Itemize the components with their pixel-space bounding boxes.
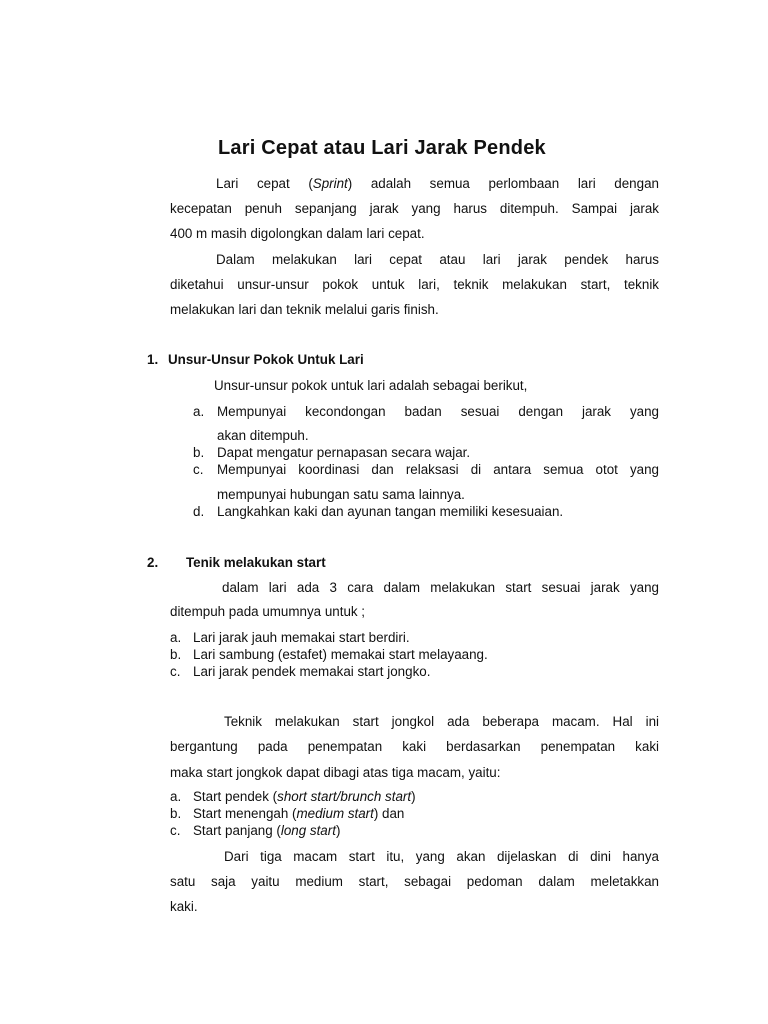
section2-p3-line1: Dari tiga macam start itu, yang akan dijelaskan di dini hanya — [224, 849, 659, 864]
section1-item-a-line2: akan ditempuh. — [217, 428, 309, 443]
section2-number: 2. — [147, 555, 159, 570]
section2-p2-line2: bergantung pada penempatan kaki berdasarkan penempatan kaki — [170, 739, 659, 754]
intro-p2-line1: Dalam melakukan lari cepat atau lari jarak pendek harus — [216, 252, 659, 267]
section1-heading: Unsur-Unsur Pokok Untuk Lari — [168, 352, 364, 367]
intro-p2-line3: melakukan lari dan teknik melalui garis finish. — [170, 302, 439, 317]
section2-list2-b-text: Start menengah (medium start) dan — [193, 806, 405, 821]
section1-number: 1. — [147, 352, 159, 367]
section2-p3-line3: kaki. — [170, 899, 198, 914]
sprint-term: Sprint — [312, 176, 348, 191]
page-title: Lari Cepat atau Lari Jarak Pendek — [218, 137, 546, 159]
section1-item-b-line1: Dapat mengatur pernapasan secara wajar. — [217, 445, 471, 460]
section2-list1-a-marker: a. — [170, 630, 182, 645]
section2-p1-line1: dalam lari ada 3 cara dalam melakukan start sesuai jarak yang — [222, 580, 659, 595]
section2-heading: Tenik melakukan start — [186, 555, 326, 570]
section2-p1-line2: ditempuh pada umumnya untuk ; — [170, 604, 366, 619]
section2-list1-b-marker: b. — [170, 647, 182, 662]
section2-list2-a-text: Start pendek (short start/brunch start) — [193, 789, 416, 804]
section1-item-c-line1: Mempunyai koordinasi dan relaksasi di antara semua otot yang — [217, 462, 659, 477]
intro-p1-line3: 400 m masih digolongkan dalam lari cepat. — [170, 226, 425, 241]
intro-p1-line2: kecepatan penuh sepanjang jarak yang harus ditempuh. Sampai jarak — [170, 201, 659, 216]
intro-p1-line1: Lari cepat (Sprint) adalah semua perlombaan lari dengan — [216, 176, 659, 191]
section2-p2-line1: Teknik melakukan start jongkol ada beberapa macam. Hal ini — [224, 714, 659, 729]
section1-item-a-marker: a. — [193, 404, 205, 419]
intro-p2-line2: diketahui unsur-unsur pokok untuk lari, teknik melakukan start, teknik — [170, 277, 659, 292]
section2-p3-line2: satu saja yaitu medium start, sebagai pedoman dalam meletakkan — [170, 874, 659, 889]
section2-list1-c-marker: c. — [170, 664, 181, 679]
section2-list2-c-marker: c. — [170, 823, 181, 838]
section2-p2-line3: maka start jongkok dapat dibagi atas tiga macam, yaitu: — [170, 765, 501, 780]
section1-item-c-line2: mempunyai hubungan satu sama lainnya. — [217, 487, 465, 502]
section2-list1-b-text: Lari sambung (estafet) memakai start melayaang. — [193, 647, 488, 662]
section1-item-b-marker: b. — [193, 445, 205, 460]
section1-item-a-line1: Mempunyai kecondongan badan sesuai dengan jarak yang — [217, 404, 659, 419]
section2-list2-a-marker: a. — [170, 789, 182, 804]
section1-item-c-marker: c. — [193, 462, 204, 477]
section2-list2-b-marker: b. — [170, 806, 182, 821]
section2-list2-c-text: Start panjang (long start) — [193, 823, 341, 838]
section2-list1-c-text: Lari jarak pendek memakai start jongko. — [193, 664, 431, 679]
section2-list1-a-text: Lari jarak jauh memakai start berdiri. — [193, 630, 410, 645]
section1-item-d-line1: Langkahkan kaki dan ayunan tangan memiliki kesesuaian. — [217, 504, 564, 519]
section1-item-d-marker: d. — [193, 504, 205, 519]
section1-lead: Unsur-unsur pokok untuk lari adalah sebagai berikut, — [214, 378, 528, 393]
